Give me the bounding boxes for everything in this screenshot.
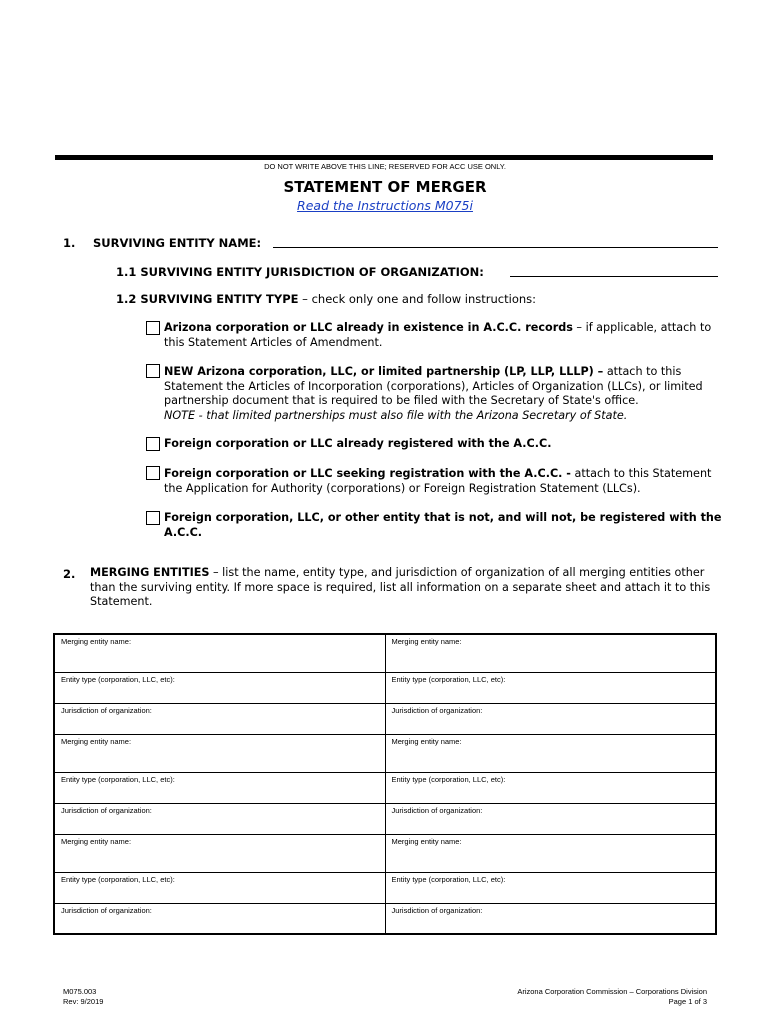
option-foreign-registered-title: Foreign corporation or LLC already registered with the A.C.C. (164, 437, 552, 450)
form-number: M075.003 (63, 987, 97, 996)
entity-type-cell[interactable] (385, 672, 716, 703)
jurisdiction-cell-label: Jurisdiction of organization: (61, 905, 152, 915)
option-foreign-registered (164, 437, 724, 452)
page-title: STATEMENT OF MERGER (283, 178, 487, 196)
option-foreign-seeking (164, 467, 724, 496)
entity-type-hint: – check only one and follow instructions: (298, 292, 537, 306)
form-revision: Rev: 9/2019 (63, 997, 104, 1006)
merging-entity-name-label: Merging entity name: (61, 736, 132, 746)
option-new-az-note: NOTE - that limited partnerships must also file with the Arizona Secretary of State. (164, 408, 628, 422)
merging-entities-table (53, 633, 717, 935)
entity-type-cell[interactable] (54, 872, 385, 903)
merging-entity-name-cell[interactable] (385, 734, 716, 772)
entity-type-cell[interactable] (385, 872, 716, 903)
option-az-existing-text: – if applicable, attach to this Statement Articles of Amendment. (164, 321, 712, 349)
jurisdiction-label: 1.1 SURVIVING ENTITY JURISDICTION OF ORGANIZATION: (116, 265, 484, 279)
option-az-existing-title: Arizona corporation or LLC already in existence in A.C.C. records (164, 321, 573, 334)
entity-type-cell-label: Entity type (corporation, LLC, etc): (391, 674, 506, 684)
merging-entity-name-label: Merging entity name: (391, 736, 462, 746)
reserved-divider-line (55, 155, 713, 160)
option-new-az-checkbox[interactable] (146, 364, 160, 378)
jurisdiction-cell[interactable] (385, 903, 716, 934)
jurisdiction-cell[interactable] (385, 703, 716, 734)
option-foreign-unregistered (164, 511, 724, 540)
jurisdiction-cell[interactable] (54, 703, 385, 734)
jurisdiction-cell[interactable] (385, 803, 716, 834)
merging-entities-label: MERGING ENTITIES (90, 566, 210, 579)
merging-entity-name-cell[interactable] (385, 634, 716, 672)
merging-entity-name-cell[interactable] (54, 634, 385, 672)
jurisdiction-cell[interactable] (54, 803, 385, 834)
option-foreign-seeking-text: attach to this Statement the Application for Authority (corporations) or Foreign Registration Statement (LLCs). (164, 467, 712, 495)
section-2-number: 2. (63, 567, 76, 581)
jurisdiction-cell-label: Jurisdiction of organization: (61, 805, 152, 815)
jurisdiction-cell[interactable] (54, 903, 385, 934)
entity-type-label: 1.2 SURVIVING ENTITY TYPE (116, 292, 299, 306)
option-foreign-seeking-checkbox[interactable] (146, 466, 160, 480)
merging-entities-instructions (90, 566, 730, 610)
entity-type-cell-label: Entity type (corporation, LLC, etc): (391, 874, 506, 884)
entity-type-cell[interactable] (385, 772, 716, 803)
entity-type-cell[interactable] (54, 772, 385, 803)
section-1-number: 1. (63, 236, 76, 250)
option-new-az (164, 365, 724, 423)
entity-type-cell-label: Entity type (corporation, LLC, etc): (61, 874, 175, 884)
option-foreign-seeking-title: Foreign corporation or LLC seeking registration with the A.C.C. - (164, 467, 571, 480)
option-az-existing-checkbox[interactable] (146, 321, 160, 335)
instructions-link[interactable]: Read the Instructions M075i (297, 198, 473, 213)
merging-entity-name-cell[interactable] (385, 834, 716, 872)
surviving-entity-name-label: SURVIVING ENTITY NAME: (93, 236, 262, 250)
merging-entity-name-label: Merging entity name: (61, 836, 132, 846)
option-foreign-unregistered-title: Foreign corporation, LLC, or other entity that is not, and will not, be registered with the A.C.C. (164, 511, 722, 539)
surviving-entity-name-field[interactable] (273, 236, 718, 248)
option-foreign-registered-checkbox[interactable] (146, 437, 160, 451)
option-foreign-unregistered-checkbox[interactable] (146, 511, 160, 525)
merging-entity-name-label: Merging entity name: (391, 637, 462, 646)
option-new-az-text: attach to this Statement the Articles of Incorporation (corporations), Articles of Organization (LLCs), or limited partnership document that is required to be filed with the Secretary of State's office. (164, 365, 703, 407)
footer-form-info (63, 987, 103, 1007)
jurisdiction-field[interactable] (510, 265, 718, 277)
option-new-az-title: NEW Arizona corporation, LLC, or limited partnership (LP, LLP, LLLP) – (164, 365, 604, 378)
jurisdiction-cell-label: Jurisdiction of organization: (61, 705, 152, 715)
jurisdiction-cell-label: Jurisdiction of organization: (391, 805, 483, 815)
jurisdiction-cell-label: Jurisdiction of organization: (391, 705, 483, 715)
entity-type-cell[interactable] (54, 672, 385, 703)
page-number: Page 1 of 3 (668, 997, 707, 1006)
merging-entity-name-cell[interactable] (54, 734, 385, 772)
merging-entity-name-label: Merging entity name: (391, 836, 462, 846)
entity-type-cell-label: Entity type (corporation, LLC, etc): (391, 774, 506, 784)
merging-entities-text: – list the name, entity type, and jurisdiction of organization of all merging entities other than the surviving entity. If more space is required, list all information on a separate sheet and attach it to this Statement. (90, 566, 711, 608)
merging-entity-name-cell[interactable] (54, 834, 385, 872)
jurisdiction-cell-label: Jurisdiction of organization: (391, 905, 483, 915)
entity-type-cell-label: Entity type (corporation, LLC, etc): (61, 674, 175, 684)
entity-type-heading (116, 292, 536, 306)
option-az-existing (164, 321, 724, 350)
footer-agency-info (517, 987, 707, 1007)
reserved-notice: DO NOT WRITE ABOVE THIS LINE; RESERVED FOR ACC USE ONLY. (264, 162, 506, 171)
merging-entity-name-label: Merging entity name: (61, 637, 132, 646)
entity-type-cell-label: Entity type (corporation, LLC, etc): (61, 774, 175, 784)
agency-name: Arizona Corporation Commission – Corporations Division (517, 987, 707, 996)
